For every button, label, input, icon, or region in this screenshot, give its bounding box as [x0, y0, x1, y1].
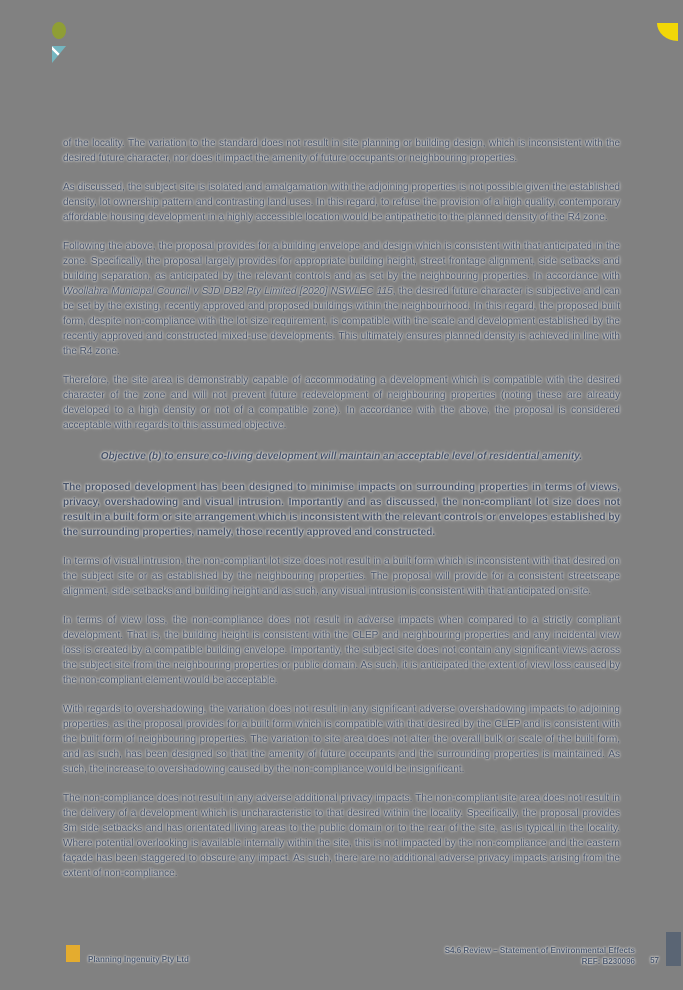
document-body — [63, 136, 620, 895]
footer-company: Planning Ingenuity Pty Ltd — [88, 955, 189, 964]
footer-logo-square-icon — [66, 945, 80, 962]
paragraph-text: Following the above, the proposal provides for a building envelope and design which is consistent with that anticipated in the zone. Specifically, the proposal largely provides for appropriate building height, street frontage alignment, side setbacks and building separation, as anticipated by the relevant controls and as set by the neighbouring properties. In accordance with — [63, 241, 620, 282]
objective-heading: Objective (b) to ensure co-living development will maintain an acceptable level of residential amenity. — [100, 451, 583, 462]
paragraph-amenity-design: The proposed development has been designed to minimise impacts on surrounding properties in terms of views, privacy, overshadowing and visual intrusion. Importantly and as discussed, the non-compliant lot size does not result in a built form or site arrangement which is inconsistent with the relevant controls or envelopes established by the surrounding properties, namely, those recently approved and constructed. — [63, 482, 620, 538]
footer-document-info — [445, 945, 635, 967]
side-tab — [666, 932, 681, 966]
page-footer — [0, 941, 683, 981]
footer-doc-title: S4.6 Review – Statement of Environmental Effects — [444, 946, 635, 955]
paragraph-privacy: The non-compliance does not result in any adverse additional privacy impacts. The non-compliant site area does not result in the delivery of a development which is uncharacteristic to that desired within the locality. Specifically, the proposal provides 3m side setbacks and has orientated living areas to the public domain or to the rear of the site, as is typical in the locality. Where potential overlooking is available internally within the site, this is not impacted by the non-compliance and the eastern façade has been staggered to obscure any impact. As such, there are no additional adverse privacy impacts arising from the extent of non-compliance. — [63, 793, 620, 879]
paragraph-visual-intrusion: In terms of visual intrusion, the non-compliant lot size does not result in a built form which is inconsistent with that desired on the subject site or as established by the neighbouring properties. The proposal will provide for a consistent streetscape alignment, side setbacks and building height and as such, any visual intrusion is consistent with that anticipated on-site. — [63, 556, 620, 597]
page-number: 57 — [650, 956, 659, 965]
paragraph-text: , the desired future character is subjective and can be set by the existing, recently approved and proposed buildings within the neighbourhood. In this regard, the proposed built form, despite non-compliance with the lot size requirement, is compatible with the scale and development established by the recently approved and constructed mixed-use developments. This ultimately ensures planned density is achieved in line with the R4 zone. — [63, 286, 620, 357]
logo-dot-icon — [52, 22, 66, 39]
paragraph-overshadowing: With regards to overshadowing, the variation does not result in any significant adverse overshadowing impacts to adjoining properties, as the proposal provides for a built form which is compatible with that desired by the CLEP and is consistent with the built form of neighbouring properties. The variation to site area does not alter the overall bulk or scale of the built form, and as such, has been designed so that the amenity of future occupants and the surrounding properties is maintained. As such, the increase to overshadowing caused by the non-compliance would be insignificant. — [63, 704, 620, 775]
footer-ref: REF: B230096 — [581, 957, 635, 966]
paragraph-isolated-site: As discussed, the subject site is isolated and amalgamation with the adjoining properties is not possible given the established density, lot ownership pattern and contrasting land uses. In this regard, to refuse the provision of a high quality, contemporary affordable housing development in a highly accessible location would be antipathetic to the planned density of the R4 zone. — [63, 182, 620, 223]
paragraph-locality-variation: of the locality. The variation to the standard does not result in site planning or building design, which is inconsistent with the desired future character, nor does it impact the amenity of future occupants or neighbouring properties. — [63, 138, 620, 164]
paragraph-building-envelope — [63, 239, 620, 359]
corner-accent-icon — [657, 23, 678, 41]
paragraph-site-area-capability: Therefore, the site area is demonstrably capable of accommodating a development which is compatible with the desired character of the zone and will not prevent future redevelopment of neighbouring properties (noting these are already developed to a high density or not of a compatible zone). In accordance with the above, the proposal is considered acceptable with regards to this assumed objective. — [63, 375, 620, 431]
case-citation: Woollahra Municipal Council v SJD DB2 Pty Limited [2020] NSWLEC 115 — [63, 286, 393, 297]
paragraph-view-loss: In terms of view loss, the non-compliance does not result in adverse impacts when compared to a strictly compliant development. That is, the building height is consistent with the CLEP and neighbouring properties and any incidental view loss is created by a compatible building envelope. Importantly, the subject site does not contain any significant views across the subject site from the neighbouring properties or public domain. As such, it is anticipated the extent of view loss caused by the non-compliant element would be acceptable. — [63, 615, 620, 686]
logo-triangle-icon — [52, 46, 66, 63]
